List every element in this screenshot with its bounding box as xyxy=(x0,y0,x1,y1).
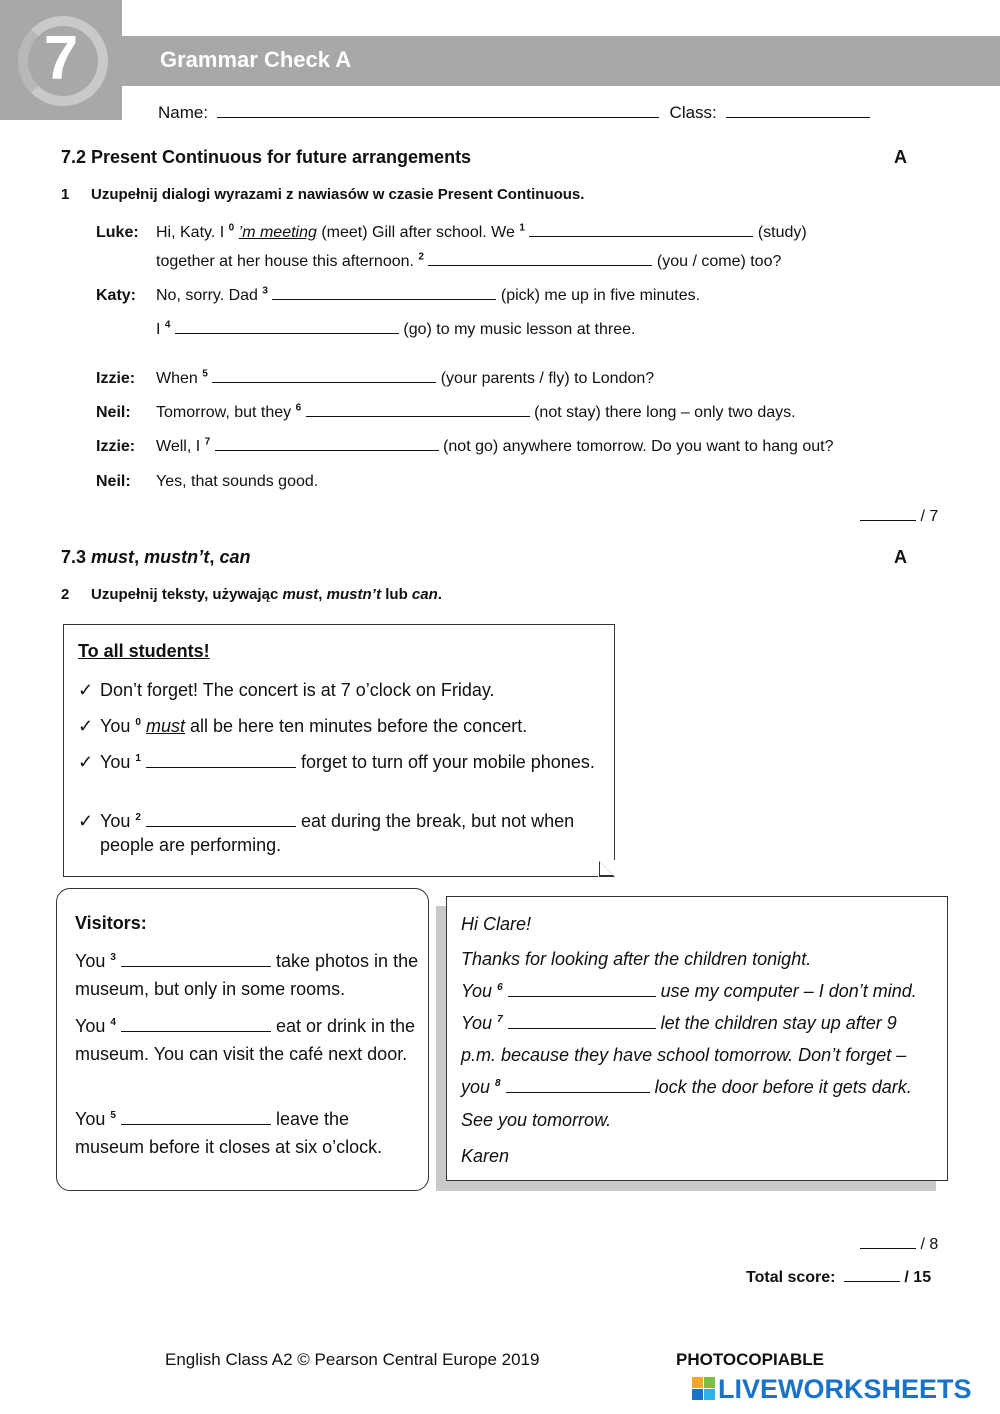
text: forget to turn off your mobile phones. xyxy=(300,752,595,772)
text: (you / come) too? xyxy=(656,253,782,270)
text: (not stay) there long – only two days. xyxy=(534,404,796,421)
answer-gap-2[interactable] xyxy=(428,265,652,266)
text: , xyxy=(134,547,140,567)
answer-gap-5[interactable] xyxy=(121,1124,271,1125)
class-field[interactable] xyxy=(726,117,870,118)
text: mustn’t xyxy=(144,547,210,567)
answer-gap-4[interactable] xyxy=(121,1031,271,1032)
visitors-box xyxy=(56,888,429,1191)
gap-number: 7 xyxy=(497,1014,503,1025)
gap-number: 1 xyxy=(135,753,141,764)
speaker-label: Luke: xyxy=(96,224,139,241)
text: Hi, Katy. I xyxy=(156,224,225,241)
unit-number: 7 xyxy=(43,24,79,93)
dialogue-line xyxy=(156,404,796,422)
total-score xyxy=(746,1269,931,1287)
note-greeting: Hi Clare! xyxy=(461,914,532,934)
liveworksheets-logo[interactable] xyxy=(692,1374,972,1405)
footer-copyright: English Class A2 © Pearson Central Europe 2019 xyxy=(165,1350,540,1369)
text: Don’t forget! The concert is at 7 o’clock on Friday. xyxy=(100,680,495,700)
text: eat during the break, but not when people are performing. xyxy=(100,811,575,855)
text: No, sorry. Dad xyxy=(156,287,258,304)
text: lub xyxy=(385,586,408,603)
score-field[interactable] xyxy=(860,520,916,521)
logo-cubes-icon xyxy=(692,1377,716,1401)
text: You xyxy=(461,981,493,1001)
instruction-text: Uzupełnij dialogi wyrazami z nawiasów w czasie Present Continuous. xyxy=(91,186,585,203)
text: all be here ten minutes before the concert. xyxy=(190,716,528,736)
text: together at her house this afternoon. xyxy=(156,253,414,270)
text: You xyxy=(75,1016,106,1036)
name-field[interactable] xyxy=(217,117,659,118)
answer-gap-3[interactable] xyxy=(121,966,271,967)
page-title: Grammar Check A xyxy=(160,47,352,72)
answer-gap-1[interactable] xyxy=(529,236,753,237)
dialogue-line xyxy=(156,370,654,388)
text: , xyxy=(318,586,323,603)
speaker-label: Neil: xyxy=(96,473,131,490)
text: (your parents / fly) to London? xyxy=(440,370,655,387)
note-line: See you tomorrow. xyxy=(461,1110,612,1130)
note-line: Thanks for looking after the children tonight. xyxy=(461,949,812,969)
exercise-instruction xyxy=(61,186,584,203)
answer-gap-7[interactable] xyxy=(215,450,439,451)
unit-badge xyxy=(0,0,122,120)
footer-photocopiable: PHOTOCOPIABLE xyxy=(676,1350,824,1369)
page-fold-inner xyxy=(600,862,613,875)
answer-gap-7[interactable] xyxy=(508,1028,656,1029)
gap-number: 2 xyxy=(135,812,141,823)
text: Yes, that sounds good. xyxy=(156,473,319,490)
gap-number: 6 xyxy=(497,982,503,993)
text: can xyxy=(411,586,438,603)
text: can xyxy=(219,547,251,567)
example-answer: ’m meeting xyxy=(238,224,317,241)
text: You xyxy=(100,811,131,831)
text: You xyxy=(100,752,131,772)
level-letter: A xyxy=(894,547,907,567)
text: You xyxy=(75,951,106,971)
text: (pick) me up in five minutes. xyxy=(500,287,701,304)
text: You xyxy=(75,1109,106,1129)
class-label: Class: xyxy=(669,103,717,122)
text: take photos in the museum, but only in some rooms. xyxy=(75,951,419,999)
exercise-number: 2 xyxy=(61,586,70,603)
dialogue-line xyxy=(156,253,781,271)
dialogue-line xyxy=(156,473,318,491)
speaker-label: Izzie: xyxy=(96,370,136,387)
answer-gap-8[interactable] xyxy=(506,1092,650,1093)
text: you xyxy=(461,1077,491,1097)
speaker-label: Katy: xyxy=(96,287,137,304)
notice-item xyxy=(78,678,598,702)
dialogue-line xyxy=(156,321,635,339)
note-box xyxy=(446,896,948,1181)
text: You xyxy=(100,716,131,736)
text: , xyxy=(209,547,215,567)
checkmark-icon: ✓ xyxy=(78,752,94,772)
title-bar xyxy=(122,36,1000,86)
text: eat or drink in the museum. You can visit the café next door. xyxy=(75,1016,416,1064)
gap-number: 3 xyxy=(262,285,268,297)
name-label: Name: xyxy=(158,103,209,122)
speaker-label: Neil: xyxy=(96,404,131,421)
gap-number: 2 xyxy=(418,251,424,263)
text: (meet) Gill after school. We xyxy=(321,224,515,241)
gap-number: 3 xyxy=(110,952,116,963)
visitors-item xyxy=(75,1105,420,1161)
text: lock the door before it gets dark. xyxy=(654,1077,912,1097)
section-score xyxy=(860,508,938,526)
gap-number: 4 xyxy=(110,1017,116,1028)
text: leave the museum before it closes at six o’clock. xyxy=(75,1109,383,1157)
gap-number: 7 xyxy=(204,436,211,448)
note-signature: Karen xyxy=(461,1146,510,1166)
answer-gap-4[interactable] xyxy=(175,333,399,334)
note-line xyxy=(461,981,917,1002)
gap-number: 6 xyxy=(295,402,302,414)
text: (not go) anywhere tomorrow. Do you want to hang out? xyxy=(443,438,834,455)
exercise-number: 1 xyxy=(61,186,70,203)
gap-number: 0 xyxy=(228,222,235,234)
text: You xyxy=(461,1013,493,1033)
text: I xyxy=(156,321,161,338)
visitors-heading: Visitors: xyxy=(75,913,147,933)
text: must xyxy=(91,547,135,567)
note-line xyxy=(461,1077,912,1098)
notice-heading: To all students! xyxy=(78,641,210,661)
answer-gap-1[interactable] xyxy=(146,767,296,768)
score-field[interactable] xyxy=(860,1248,916,1249)
notice-item xyxy=(78,809,598,857)
level-letter: A xyxy=(894,147,907,167)
gap-number: 5 xyxy=(110,1110,116,1121)
checkmark-icon: ✓ xyxy=(78,716,94,736)
checkmark-icon: ✓ xyxy=(78,680,94,700)
answer-gap-2[interactable] xyxy=(146,826,296,827)
text: (go) to my music lesson at three. xyxy=(403,321,636,338)
name-class-row xyxy=(158,103,870,123)
exercise-instruction: 2 Uzupełnij teksty, używając must, mustn’t lub can. xyxy=(61,586,442,603)
total-max: / 15 xyxy=(904,1269,932,1286)
section-title: 7.2 Present Continuous for future arrangements xyxy=(61,147,472,167)
text: Well, I xyxy=(156,438,201,455)
text: 7.3 xyxy=(61,547,87,567)
example-answer: must xyxy=(145,716,185,736)
note-line xyxy=(461,1013,897,1034)
checkmark-icon: ✓ xyxy=(78,811,94,831)
dialogue-line xyxy=(156,287,700,305)
score-max: / 7 xyxy=(920,508,939,525)
gap-number: 0 xyxy=(135,717,141,728)
text: mustn’t xyxy=(326,586,382,603)
text: (study) xyxy=(757,224,807,241)
gap-number: 4 xyxy=(164,319,171,331)
text: use my computer – I don’t mind. xyxy=(660,981,917,1001)
gap-number: 5 xyxy=(202,368,208,380)
gap-number: 1 xyxy=(519,222,525,234)
text: let the children stay up after 9 xyxy=(660,1013,897,1033)
answer-gap-6[interactable] xyxy=(508,996,656,997)
notice-item xyxy=(78,750,598,774)
logo-text: LIVEWORKSHEETS xyxy=(718,1374,972,1404)
section-title xyxy=(61,547,250,568)
dialogue-line xyxy=(156,224,807,242)
gap-number: 8 xyxy=(495,1078,501,1089)
visitors-item xyxy=(75,1012,420,1068)
answer-gap-6[interactable] xyxy=(306,416,530,417)
total-label: Total score: xyxy=(746,1269,836,1286)
notice-item xyxy=(78,714,598,738)
total-score-field[interactable] xyxy=(844,1281,900,1282)
text: Tomorrow, but they xyxy=(156,404,292,421)
text: must xyxy=(282,586,319,603)
text: Uzupełnij teksty, używając xyxy=(91,586,279,603)
section-score xyxy=(860,1236,938,1254)
notice-box xyxy=(63,624,615,877)
note-line: p.m. because they have school tomorrow. Don’t forget – xyxy=(461,1045,907,1065)
answer-gap-3[interactable] xyxy=(272,299,496,300)
speaker-label: Izzie: xyxy=(96,438,136,455)
dialogue-line xyxy=(156,438,834,456)
visitors-item xyxy=(75,947,420,1003)
answer-gap-5[interactable] xyxy=(212,382,436,383)
score-max: / 8 xyxy=(920,1236,939,1253)
text: When xyxy=(156,370,198,387)
